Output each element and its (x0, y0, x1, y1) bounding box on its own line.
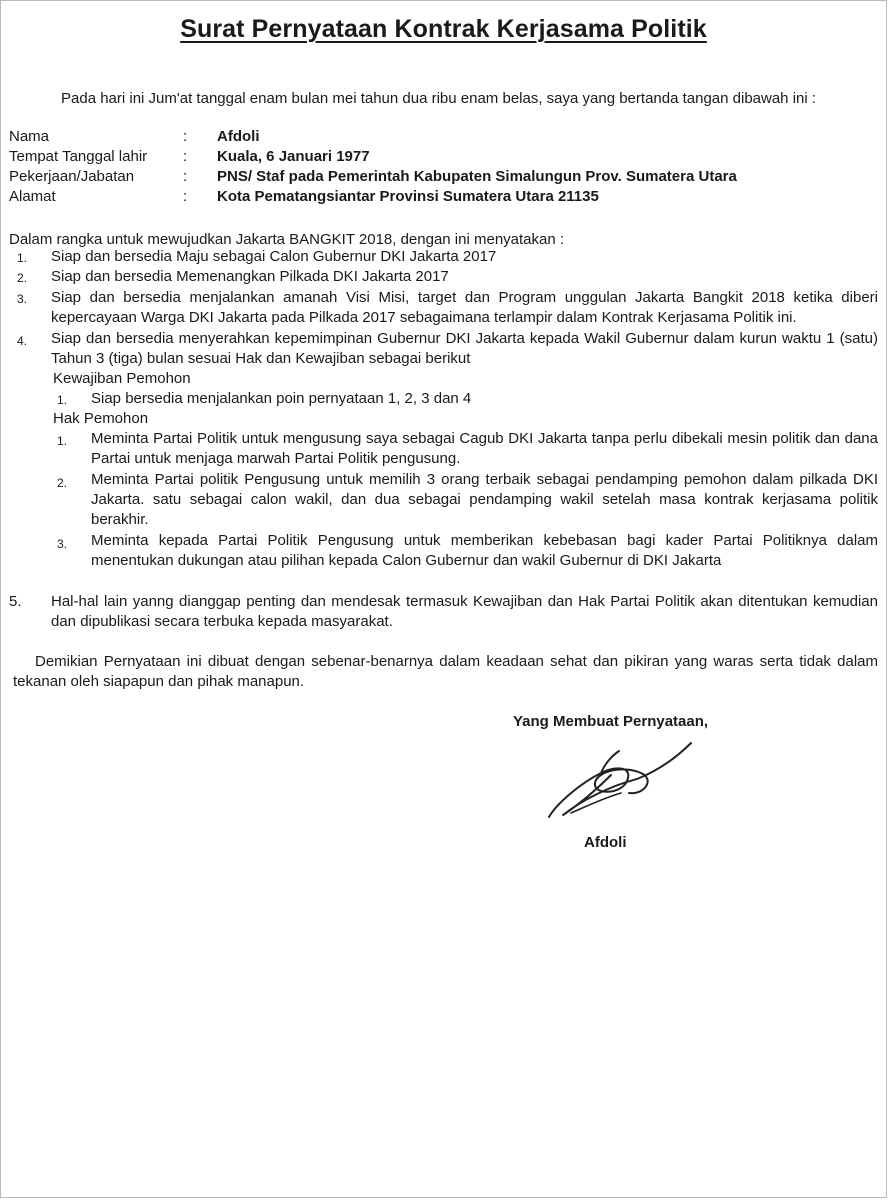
identity-value-birth: Kuala, 6 Januari 1977 (217, 148, 370, 165)
identity-value-address: Kota Pematangsiantar Provinsi Sumatera Utara 21135 (217, 188, 599, 205)
identity-separator: : (183, 188, 188, 205)
handwritten-signature (541, 737, 701, 823)
hak-text: Meminta Partai Politik untuk mengusung saya sebagai Cagub DKI Jakarta tanpa perlu dibekali mesin politik dan dana Partai untuk menjaga marwah Partai Politik pengusung. (91, 430, 878, 467)
identity-separator: : (183, 168, 188, 185)
item-text: Siap dan bersedia menjalankan amanah Visi Misi, target dan Program unggulan Jakarta Bangkit 2018 ketika diberi kepercayaan Warga DKI Jakarta pada Pilkada 2017 sebagaimana terlampir dalam Kontrak Kerjasama Politik ini. (51, 289, 878, 326)
item-text: Siap dan bersedia Maju sebagai Calon Gubernur DKI Jakarta 2017 (51, 248, 497, 265)
item-number: 2. (17, 271, 28, 285)
identity-value-job: PNS/ Staf pada Pemerintah Kabupaten Simalungun Prov. Sumatera Utara (217, 168, 737, 185)
identity-separator: : (183, 148, 188, 165)
hak-heading: Hak Pemohon (53, 410, 149, 427)
item-number: 1. (17, 251, 28, 265)
hak-text: Meminta Partai politik Pengusung untuk memilih 3 orang terbaik sebagai pendamping pemohon dalam pilkada DKI Jakarta. satu sebagai calon wakil, dan dua sebagai pendamping wakil setelah masa kontrak kerjasama politik berakhir. (91, 471, 878, 528)
closing-paragraph: Demikian Pernyataan ini dibuat dengan sebenar-benarnya dalam keadaan sehat dan pikiran yang waras serta tidak dalam tekanan oleh siapapun dan pihak manapun. (13, 653, 878, 690)
item-text: Hal-hal lain yanng dianggap penting dan mendesak termasuk Kewajiban dan Hak Partai Politik akan ditentukan kemudian dan dipublikasi secara terbuka kepada masyarakat. (51, 593, 878, 630)
identity-label-name: Nama (9, 128, 50, 145)
identity-label-birth: Tempat Tanggal lahir (9, 148, 148, 165)
hak-text: Meminta kepada Partai Politik Pengusung untuk memberikan kebebasan bagi kader Partai Politiknya dalam menentukan dukungan atau pilihan kepada Calon Gubernur dan wakil Gubernur di DKI Jakarta (91, 532, 878, 569)
identity-value-name: Afdoli (217, 128, 260, 145)
item-number: 4. (17, 334, 28, 348)
item-text: Siap dan bersedia Memenangkan Pilkada DKI Jakarta 2017 (51, 268, 449, 285)
item-text: Siap dan bersedia menyerahkan kepemimpinan Gubernur DKI Jakarta kepada Wakil Gubernur dalam kurun waktu 1 (satu) Tahun 3 (tiga) bulan sesuai Hak dan Kewajiban sebagai berikut (51, 330, 878, 367)
identity-label-job: Pekerjaan/Jabatan (9, 168, 135, 185)
kewajiban-number: 1. (57, 393, 68, 407)
hak-number: 3. (57, 537, 68, 551)
item-number: 5. (9, 593, 22, 610)
document-title: Surat Pernyataan Kontrak Kerjasama Politik (180, 15, 707, 43)
hak-number: 2. (57, 476, 68, 490)
signature-name: Afdoli (584, 834, 627, 851)
hak-number: 1. (57, 434, 68, 448)
statement-intro: Dalam rangka untuk mewujudkan Jakarta BANGKIT 2018, dengan ini menyatakan : (9, 231, 565, 248)
intro-paragraph: Pada hari ini Jum'at tanggal enam bulan mei tahun dua ribu enam belas, saya yang bertanda tangan dibawah ini : (61, 90, 817, 107)
kewajiban-heading: Kewajiban Pemohon (53, 370, 191, 387)
item-number: 3. (17, 292, 28, 306)
identity-separator: : (183, 128, 188, 145)
identity-label-address: Alamat (9, 188, 56, 205)
signature-heading: Yang Membuat Pernyataan, (513, 713, 709, 730)
kewajiban-text: Siap bersedia menjalankan poin pernyataan 1, 2, 3 dan 4 (91, 390, 472, 407)
